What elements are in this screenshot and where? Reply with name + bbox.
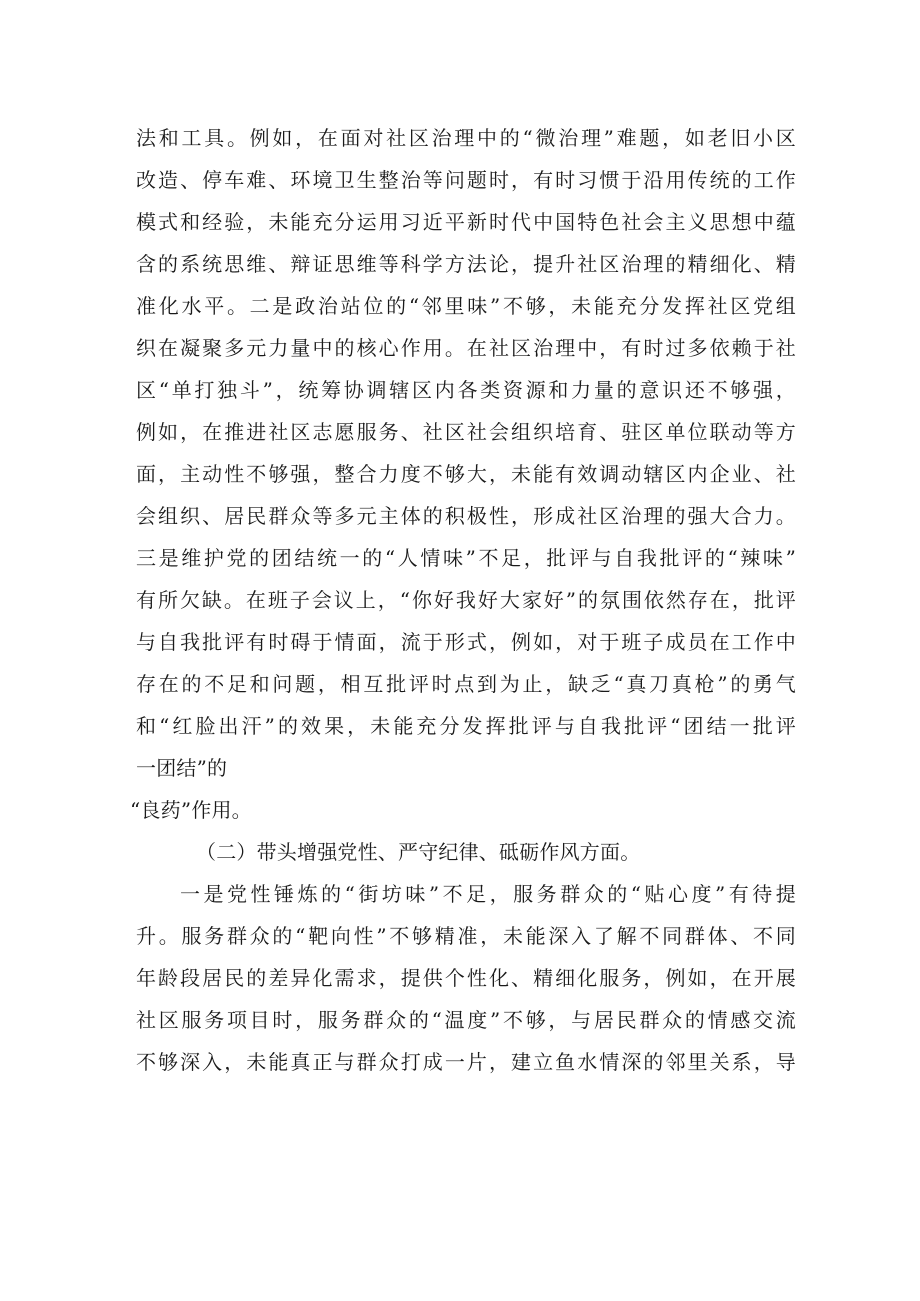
text-line: 一团结”的 bbox=[136, 756, 228, 780]
text-line: 不够深入，未能真正与群众打成一片，建立鱼水情深的邻里关系，导 bbox=[136, 1050, 796, 1074]
text-line: 改造、停车难、环境卫生整治等问题时，有时习惯于沿用传统的工作 bbox=[136, 168, 796, 192]
text-line: 织在凝聚多元力量中的核心作用。在社区治理中，有时过多依赖于社 bbox=[136, 336, 796, 360]
text-line: 例如，在推进社区志愿服务、社区社会组织培育、驻区单位联动等方 bbox=[136, 420, 796, 444]
text-line: 存在的不足和问题，相互批评时点到为止，缺乏“真刀真枪”的勇气 bbox=[136, 672, 796, 696]
text-line: 模式和经验，未能充分运用习近平新时代中国特色社会主义思想中蕴 bbox=[136, 210, 796, 234]
text-line: 会组织、居民群众等多元主体的积极性，形成社区治理的强大合力。 bbox=[136, 504, 796, 528]
text-line: 社区服务项目时，服务群众的“温度”不够，与居民群众的情感交流 bbox=[136, 1008, 796, 1032]
text-line: 年龄段居民的差异化需求，提供个性化、精细化服务，例如，在开展 bbox=[136, 966, 796, 990]
text-line: 和“红脸出汗”的效果，未能充分发挥批评与自我批评“团结一批评 bbox=[136, 714, 796, 738]
text-line: 区“单打独斗”，统筹协调辖区内各类资源和力量的意识还不够强， bbox=[136, 378, 796, 402]
paragraph-first-line: 一是党性锤炼的“街坊味”不足，服务群众的“贴心度”有待提 bbox=[180, 882, 796, 906]
text-line: 三是维护党的团结统一的“人情味”不足，批评与自我批评的“辣味” bbox=[136, 546, 796, 570]
text-line: 面，主动性不够强，整合力度不够大，未能有效调动辖区内企业、社 bbox=[136, 462, 796, 486]
text-line: 准化水平。二是政治站位的“邻里味”不够，未能充分发挥社区党组 bbox=[136, 294, 796, 318]
text-line: “良药”作用。 bbox=[130, 798, 252, 822]
text-line: 法和工具。例如，在面对社区治理中的“微治理”难题，如老旧小区 bbox=[136, 126, 796, 150]
text-line: 有所欠缺。在班子会议上，“你好我好大家好”的氛围依然存在，批评 bbox=[136, 588, 796, 612]
text-line: 与自我批评有时碍于情面，流于形式，例如，对于班子成员在工作中 bbox=[136, 630, 796, 654]
text-line: 升。服务群众的“靶向性”不够精准，未能深入了解不同群体、不同 bbox=[136, 924, 796, 948]
text-line: 含的系统思维、辩证思维等科学方法论，提升社区治理的精细化、精 bbox=[136, 252, 796, 276]
section-heading: （二）带头增强党性、严守纪律、砥砺作风方面。 bbox=[196, 840, 641, 864]
